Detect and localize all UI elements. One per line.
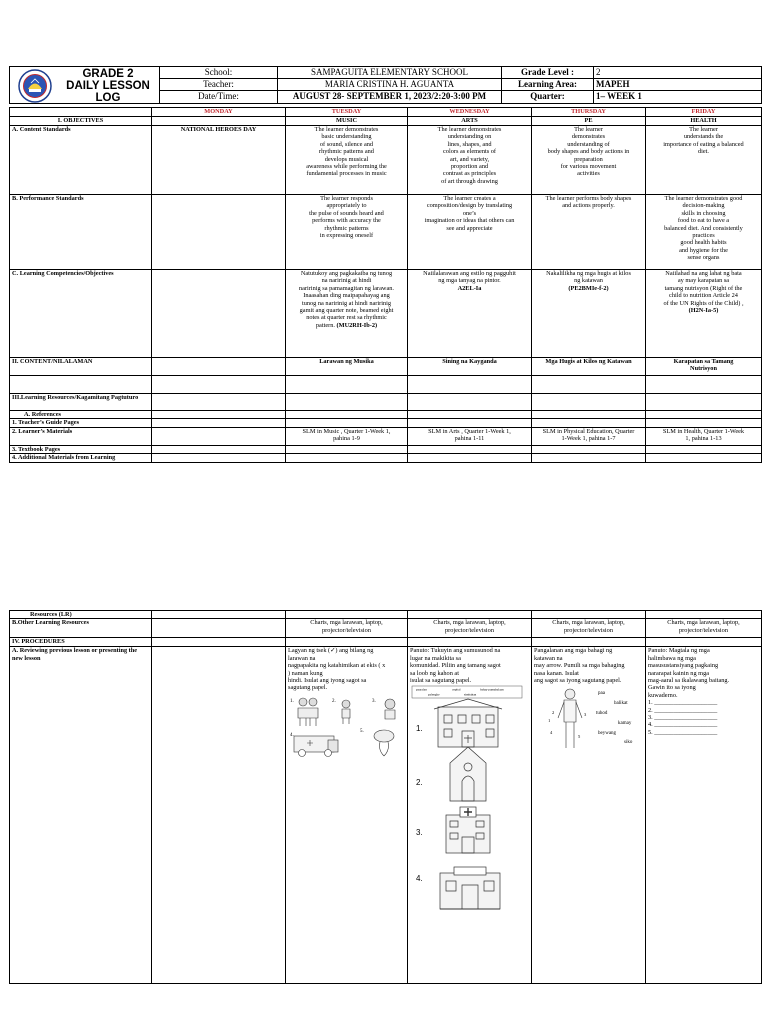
- music-num-2: 2.: [332, 698, 336, 704]
- grade-level-value: 2: [594, 67, 762, 79]
- ambulance-icon: [294, 736, 338, 757]
- cs-music: The learner demonstrates basic understanding of sound, silence and rhythmic patterns and develops musical awareness while performing the fundamental processes in music: [286, 126, 408, 195]
- cs-health: The learner understands the importance of eating a balanced diet.: [646, 126, 762, 195]
- additional-cont-row: [10, 611, 762, 619]
- day-monday: MONDAY: [152, 108, 286, 117]
- comp-health: Naiilahad na ang lahat ng bata ay may karapatan sa tamang nutrisyon (Right of the child to nutrition Article 24 of the UN Rights of the Child) , (H2N-Ia-5): [646, 270, 762, 358]
- pe-num-4: 4: [550, 730, 553, 736]
- pe-num-2: 2: [552, 710, 555, 716]
- ps-music: The learner responds appropriately to the pulse of sounds heard and performs with accuracy the rhythmic patterns in expressing oneself: [286, 195, 408, 270]
- date-value: AUGUST 28- SEPTEMBER 1, 2023/2:20-3:00 PM: [278, 91, 502, 104]
- lm-arts: SLM in Arts , Quarter 1-Week 1, pahina 1-11: [408, 427, 532, 445]
- choice-ospital: ospital: [452, 687, 461, 692]
- health-answer-3: 3. ____________________: [648, 714, 718, 722]
- or-pe: Charts, mga larawan, laptop, projector/television: [532, 619, 646, 638]
- review-pe: Pangalanan ang mga bahagi ng katawan na may arrow. Pumili sa mga bahaging nasa kanan. Isulat ang sagot sa iyong sagutang papel. 1 2 3 4 5 paa balikat tuhod kamay beywang siko: [532, 647, 646, 984]
- pe-part-beywang: beywang: [598, 731, 617, 737]
- choice-palengke: palengke: [428, 692, 440, 697]
- ps-arts: The learner creates a composition/design by translating one’s imagination or ideas that others can see and appreciate: [408, 195, 532, 270]
- grade-level-label: Grade Level :: [502, 67, 594, 79]
- learning-area-value: MAPEH: [594, 79, 762, 91]
- lesson-table-page2: [9, 610, 762, 984]
- quarter-label: Quarter:: [502, 91, 594, 104]
- quarter-value: 1– WEEK 1: [594, 91, 762, 104]
- pe-part-balikat: balikat: [614, 701, 628, 707]
- school-label: School:: [160, 67, 278, 79]
- children-hug-icon: [298, 698, 318, 726]
- arts-num-2: 2.: [416, 778, 423, 788]
- procedures-label: IV. PROCEDURES: [10, 638, 152, 647]
- music-num-3: 3.: [372, 698, 376, 704]
- music-num-5: 5.: [360, 728, 364, 734]
- cs-arts: The learner demonstrates understanding on lines, shapes, and colors as elements of art, and variety, proportion and contrast as principles of art through drawing: [408, 126, 532, 195]
- pe-num-5: 5: [578, 734, 581, 740]
- blank-row: [10, 376, 762, 394]
- learning-area-label: Learning Area:: [502, 79, 594, 91]
- day-thursday: THURSDAY: [532, 108, 646, 117]
- municipal-hall-icon: [440, 867, 500, 909]
- arts-num-1: 1.: [416, 724, 423, 734]
- or-music: Charts, mga larawan, laptop, projector/television: [286, 619, 408, 638]
- textbook-row: [10, 445, 762, 453]
- arts-num-3: 3.: [416, 828, 423, 838]
- deped-seal-icon: [18, 69, 52, 103]
- subject-health: HEALTH: [646, 117, 762, 126]
- grade-title: GRADE 2: [82, 68, 134, 80]
- header-table: [9, 66, 762, 104]
- days-row: [10, 108, 762, 117]
- boy-body-icon: [558, 689, 582, 748]
- doc-type-line1: DAILY LESSON: [66, 80, 150, 92]
- other-resources-row: [10, 619, 762, 638]
- other-resources-label: B.Other Learning Resources: [10, 619, 152, 638]
- content-pe: Mga Hugis at Kilos ng Katawan: [532, 358, 646, 376]
- choice-simbahan: simbahan: [464, 692, 477, 697]
- pe-part-paa: paa: [598, 691, 605, 697]
- doc-type-line2: LOG: [95, 92, 121, 104]
- health-answer-2: 2. ____________________: [648, 706, 718, 714]
- school-value: SAMPAGUITA ELEMENTARY SCHOOL: [278, 67, 502, 79]
- procedures-row: [10, 638, 762, 647]
- lm-music: SLM in Music , Quarter 1-Week 1, pahina 1-9: [286, 427, 408, 445]
- subject-pe: PE: [532, 117, 646, 126]
- pe-num-1: 1: [548, 718, 551, 724]
- competencies-label: C. Learning Competencies/Objectives: [10, 270, 152, 358]
- resources-label: III.Learning Resources/Kagamitang Pagtuturo: [10, 394, 152, 411]
- hospital-icon: [446, 807, 490, 853]
- day-friday: FRIDAY: [646, 108, 762, 117]
- objectives-heading: I. OBJECTIVES: [10, 117, 152, 126]
- subject-arts: ARTS: [408, 117, 532, 126]
- music-activity-figure: [288, 694, 406, 758]
- objectives-row: [10, 117, 762, 126]
- or-arts: Charts, mga larawan, laptop, projector/television: [408, 619, 532, 638]
- arts-num-4: 4.: [416, 874, 423, 884]
- pe-part-siko: siko: [624, 740, 633, 746]
- health-answer-1: 1. ____________________: [648, 699, 718, 707]
- title-cell: [10, 67, 160, 104]
- resources-row: [10, 394, 762, 411]
- additional-label: 4. Additional Materials from Learning: [10, 454, 152, 463]
- performance-standards-label: B. Performance Standards: [10, 195, 152, 270]
- content-arts: Sining na Kayganda: [408, 358, 532, 376]
- review-music: Lagyan ng tsek (✓) ang bilang ng larawan na nagpapakita ng katahimikan at ekis ( x ) naman kung hindi. Isulat ang iyong sagot sa sagutang papel. 1. 2. 3. 4. 5.: [286, 647, 408, 984]
- tg-pages-label: 1. Teacher’s Guide Pages: [10, 419, 152, 427]
- additional-cont-label: Resources (LR): [10, 611, 152, 619]
- comp-pe: Nakalilikha ng mga hugis at kilos ng katawan (PE2BMIe-f-2): [532, 270, 646, 358]
- music-num-4: 4.: [290, 732, 294, 738]
- content-standards-row: [10, 126, 762, 195]
- content-health: Karapatan sa Tamang Nutrisyon: [646, 358, 762, 376]
- references-label: A. References: [10, 411, 152, 419]
- day-tuesday: TUESDAY: [286, 108, 408, 117]
- ps-pe: The learner performs body shapes and actions properly.: [532, 195, 646, 270]
- lm-label: 2. Learner’s Materials: [10, 427, 152, 445]
- comp-music: Natutukoy ang pagkakaiba ng tunog na naririnig at hindi naririnig sa pamamagitan ng larawan. Inaasahan ding maipapahayag ang tunog na naririnig at hindi naririnig gamit ang quarter note, beamed eight notes at quarter rest sa rhythmic pattern. (MU2RH-Ib-2): [286, 270, 408, 358]
- child-icon: [342, 700, 350, 724]
- choice-bahay-pamahalaan: bahay pamahalaan: [480, 687, 504, 692]
- content-row: [10, 358, 762, 376]
- comp-arts: Naiilalarawan ang estilo ng pagguhit ng mga tanyag na pintor. A2EL-Ia: [408, 270, 532, 358]
- lm-pe: SLM in Physical Education, Quarter 1-Week 1, pahina 1-7: [532, 427, 646, 445]
- health-answer-4: 4. ____________________: [648, 721, 718, 729]
- shush-icon: [374, 730, 394, 756]
- pe-num-3: 3: [584, 712, 587, 718]
- teacher-value: MARIA CRISTINA H. AGUANTA: [278, 79, 502, 91]
- review-health: Panuto: Magtala ng mga halimbawa ng mga masusustansiyang pagkaing nararapat kainin ng mga mag-aaral sa ikalawang baitang. Gawin ito sa iyong kuwaderno. 1. ____________________ 2. ____________________ 3. ____________________ 4. ____________________ 5. ____________________: [646, 647, 762, 984]
- lesson-table-page1: [9, 107, 762, 463]
- or-health: Charts, mga larawan, laptop, projector/television: [646, 619, 762, 638]
- lm-row: [10, 427, 762, 445]
- additional-row: [10, 454, 762, 463]
- ps-health: The learner demonstrates good decision-making skills in choosing food to eat to have a balanced diet. And consistently practices good health habits and hygiene for the sense organs: [646, 195, 762, 270]
- reviewing-label: A. Reviewing previous lesson or presenting the new lesson: [10, 647, 152, 984]
- tg-pages-row: [10, 419, 762, 427]
- cs-pe: The learner demonstrates understanding of body shapes and body actions in preparation for various movement activities: [532, 126, 646, 195]
- music-num-1: 1.: [290, 698, 294, 704]
- references-row: [10, 411, 762, 419]
- lm-health: SLM in Health, Quarter 1-Week 1, pahina 1-13: [646, 427, 762, 445]
- holiday-text: NATIONAL HEROES DAY: [152, 126, 286, 195]
- choice-paaralan: paaralan: [416, 687, 427, 692]
- performance-standards-row: [10, 195, 762, 270]
- pe-part-tuhod: tuhod: [596, 711, 608, 717]
- review-arts: Panuto: Tukuyin ang sumusunod na lugar na makikita sa komunidad. Piliin ang tamang sagot sa loob ng kahon at isulat sa sagutang papel. paaralan ospital bahay pamahalaan palengke simbahan 1. 2. 3. 4.: [408, 647, 532, 984]
- date-label: Date/Time:: [160, 91, 278, 104]
- pe-body-figure: [534, 686, 642, 756]
- day-wednesday: WEDNESDAY: [408, 108, 532, 117]
- arts-activity-figure: [410, 685, 530, 925]
- content-music: Larawan ng Musika: [286, 358, 408, 376]
- health-answer-5: 5. ____________________: [648, 728, 718, 736]
- competencies-row: [10, 270, 762, 358]
- content-standards-label: A. Content Standards: [10, 126, 152, 195]
- teacher-label: Teacher:: [160, 79, 278, 91]
- kid-icon: [385, 699, 395, 719]
- textbook-label: 3. Textbook Pages: [10, 445, 152, 453]
- reviewing-row: [10, 647, 762, 984]
- content-label: II. CONTENT/NILALAMAN: [10, 358, 152, 376]
- pe-part-kamay: kamay: [618, 721, 632, 727]
- subject-music: MUSIC: [286, 117, 408, 126]
